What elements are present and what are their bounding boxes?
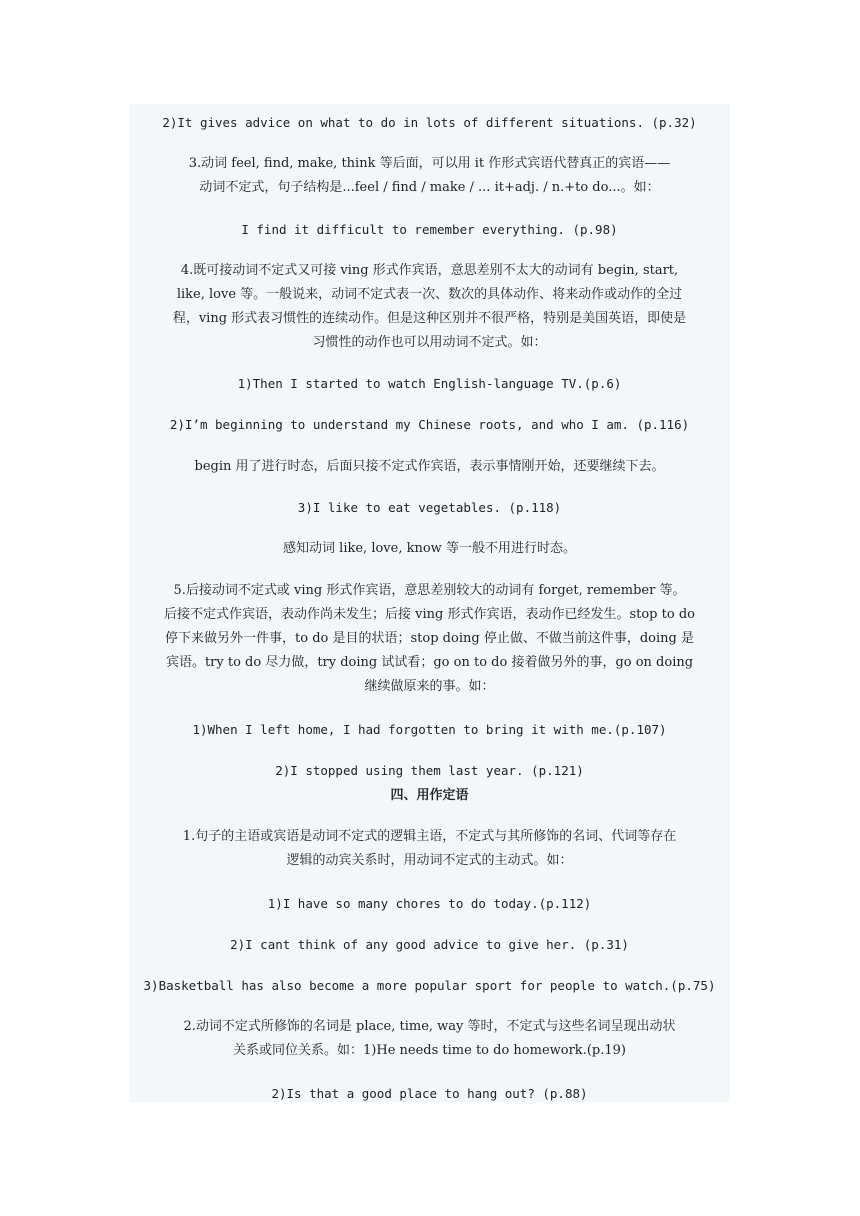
note-line: begin 用了进行时态，后面只接不定式作宾语，表示事情刚开始，还要继续下去。	[194, 459, 665, 474]
example-line: 3)I like to eat vegetables. (p.118)	[297, 500, 562, 515]
paragraph-line: 动词不定式，句子结构是...feel / find / make / ... it+adj. / n.+to do...。如：	[199, 180, 660, 195]
paragraph-line: 5.后接动词不定式或 ving 形式作宾语，意思差别较大的动词有 forget, remember 等。	[173, 583, 686, 598]
document-page	[129, 104, 730, 1102]
paragraph-line: 4.既可接动词不定式又可接 ving 形式作宾语，意思差别不太大的动词有 begin, start,	[180, 263, 679, 278]
paragraph-line: 3.动词 feel, find, make, think 等后面，可以用 it 作形式宾语代替真正的宾语——	[188, 156, 671, 171]
example-line: 2)Is that a good place to hang out? (p.88)	[271, 1086, 588, 1101]
example-line: 1)Then I started to watch English-language TV.(p.6)	[237, 376, 622, 391]
example-line: 2)It gives advice on what to do in lots of different situations. (p.32)	[162, 115, 697, 130]
example-line: 3)Basketball has also become a more popular sport for people to watch.(p.75)	[143, 978, 716, 993]
paragraph-line: 习惯性的动作也可以用动词不定式。如：	[312, 335, 547, 350]
paragraph-line: 逻辑的动宾关系时，用动词不定式的主动式。如：	[286, 853, 573, 868]
example-line: 2)I cant think of any good advice to give her. (p.31)	[230, 937, 629, 952]
paragraph-line: 继续做原来的事。如：	[364, 679, 495, 694]
example-line: 2)I stopped using them last year. (p.121)	[275, 763, 584, 778]
paragraph-line: 停下来做另外一件事，to do 是目的状语；stop doing 停止做、不做当前这件事，doing 是	[165, 631, 694, 646]
example-line: I find it difficult to remember everything. (p.98)	[241, 222, 618, 237]
paragraph-line: 后接不定式作宾语，表动作尚未发生；后接 ving 形式作宾语，表动作已经发生。stop to do	[164, 607, 695, 622]
paragraph-line: 程，ving 形式表习惯性的连续动作。但是这种区别并不很严格，特别是美国英语，即使是	[172, 311, 687, 326]
paragraph-line: 关系或同位关系。如：1)He needs time to do homework.(p.19)	[233, 1043, 626, 1058]
note-line: 感知动词 like, love, know 等一般不用进行时态。	[283, 541, 576, 556]
paragraph-line: like, love 等。一般说来，动词不定式表一次、数次的具体动作、将来动作或动作的全过	[176, 287, 683, 302]
section-heading: 四、用作定语	[390, 788, 469, 803]
paragraph-line: 1.句子的主语或宾语是动词不定式的逻辑主语，不定式与其所修饰的名词、代词等存在	[182, 829, 677, 844]
example-line: 2)I’m beginning to understand my Chinese roots, and who I am. (p.116)	[169, 417, 690, 432]
example-line: 1)I have so many chores to do today.(p.112)	[267, 896, 592, 911]
paragraph-line: 2.动词不定式所修饰的名词是 place, time, way 等时，不定式与这些名词呈现出动状	[183, 1019, 676, 1034]
example-line: 1)When I left home, I had forgotten to bring it with me.(p.107)	[192, 722, 667, 737]
paragraph-line: 宾语。try to do 尽力做，try doing 试试看；go on to do 接着做另外的事，go on doing	[165, 655, 694, 670]
